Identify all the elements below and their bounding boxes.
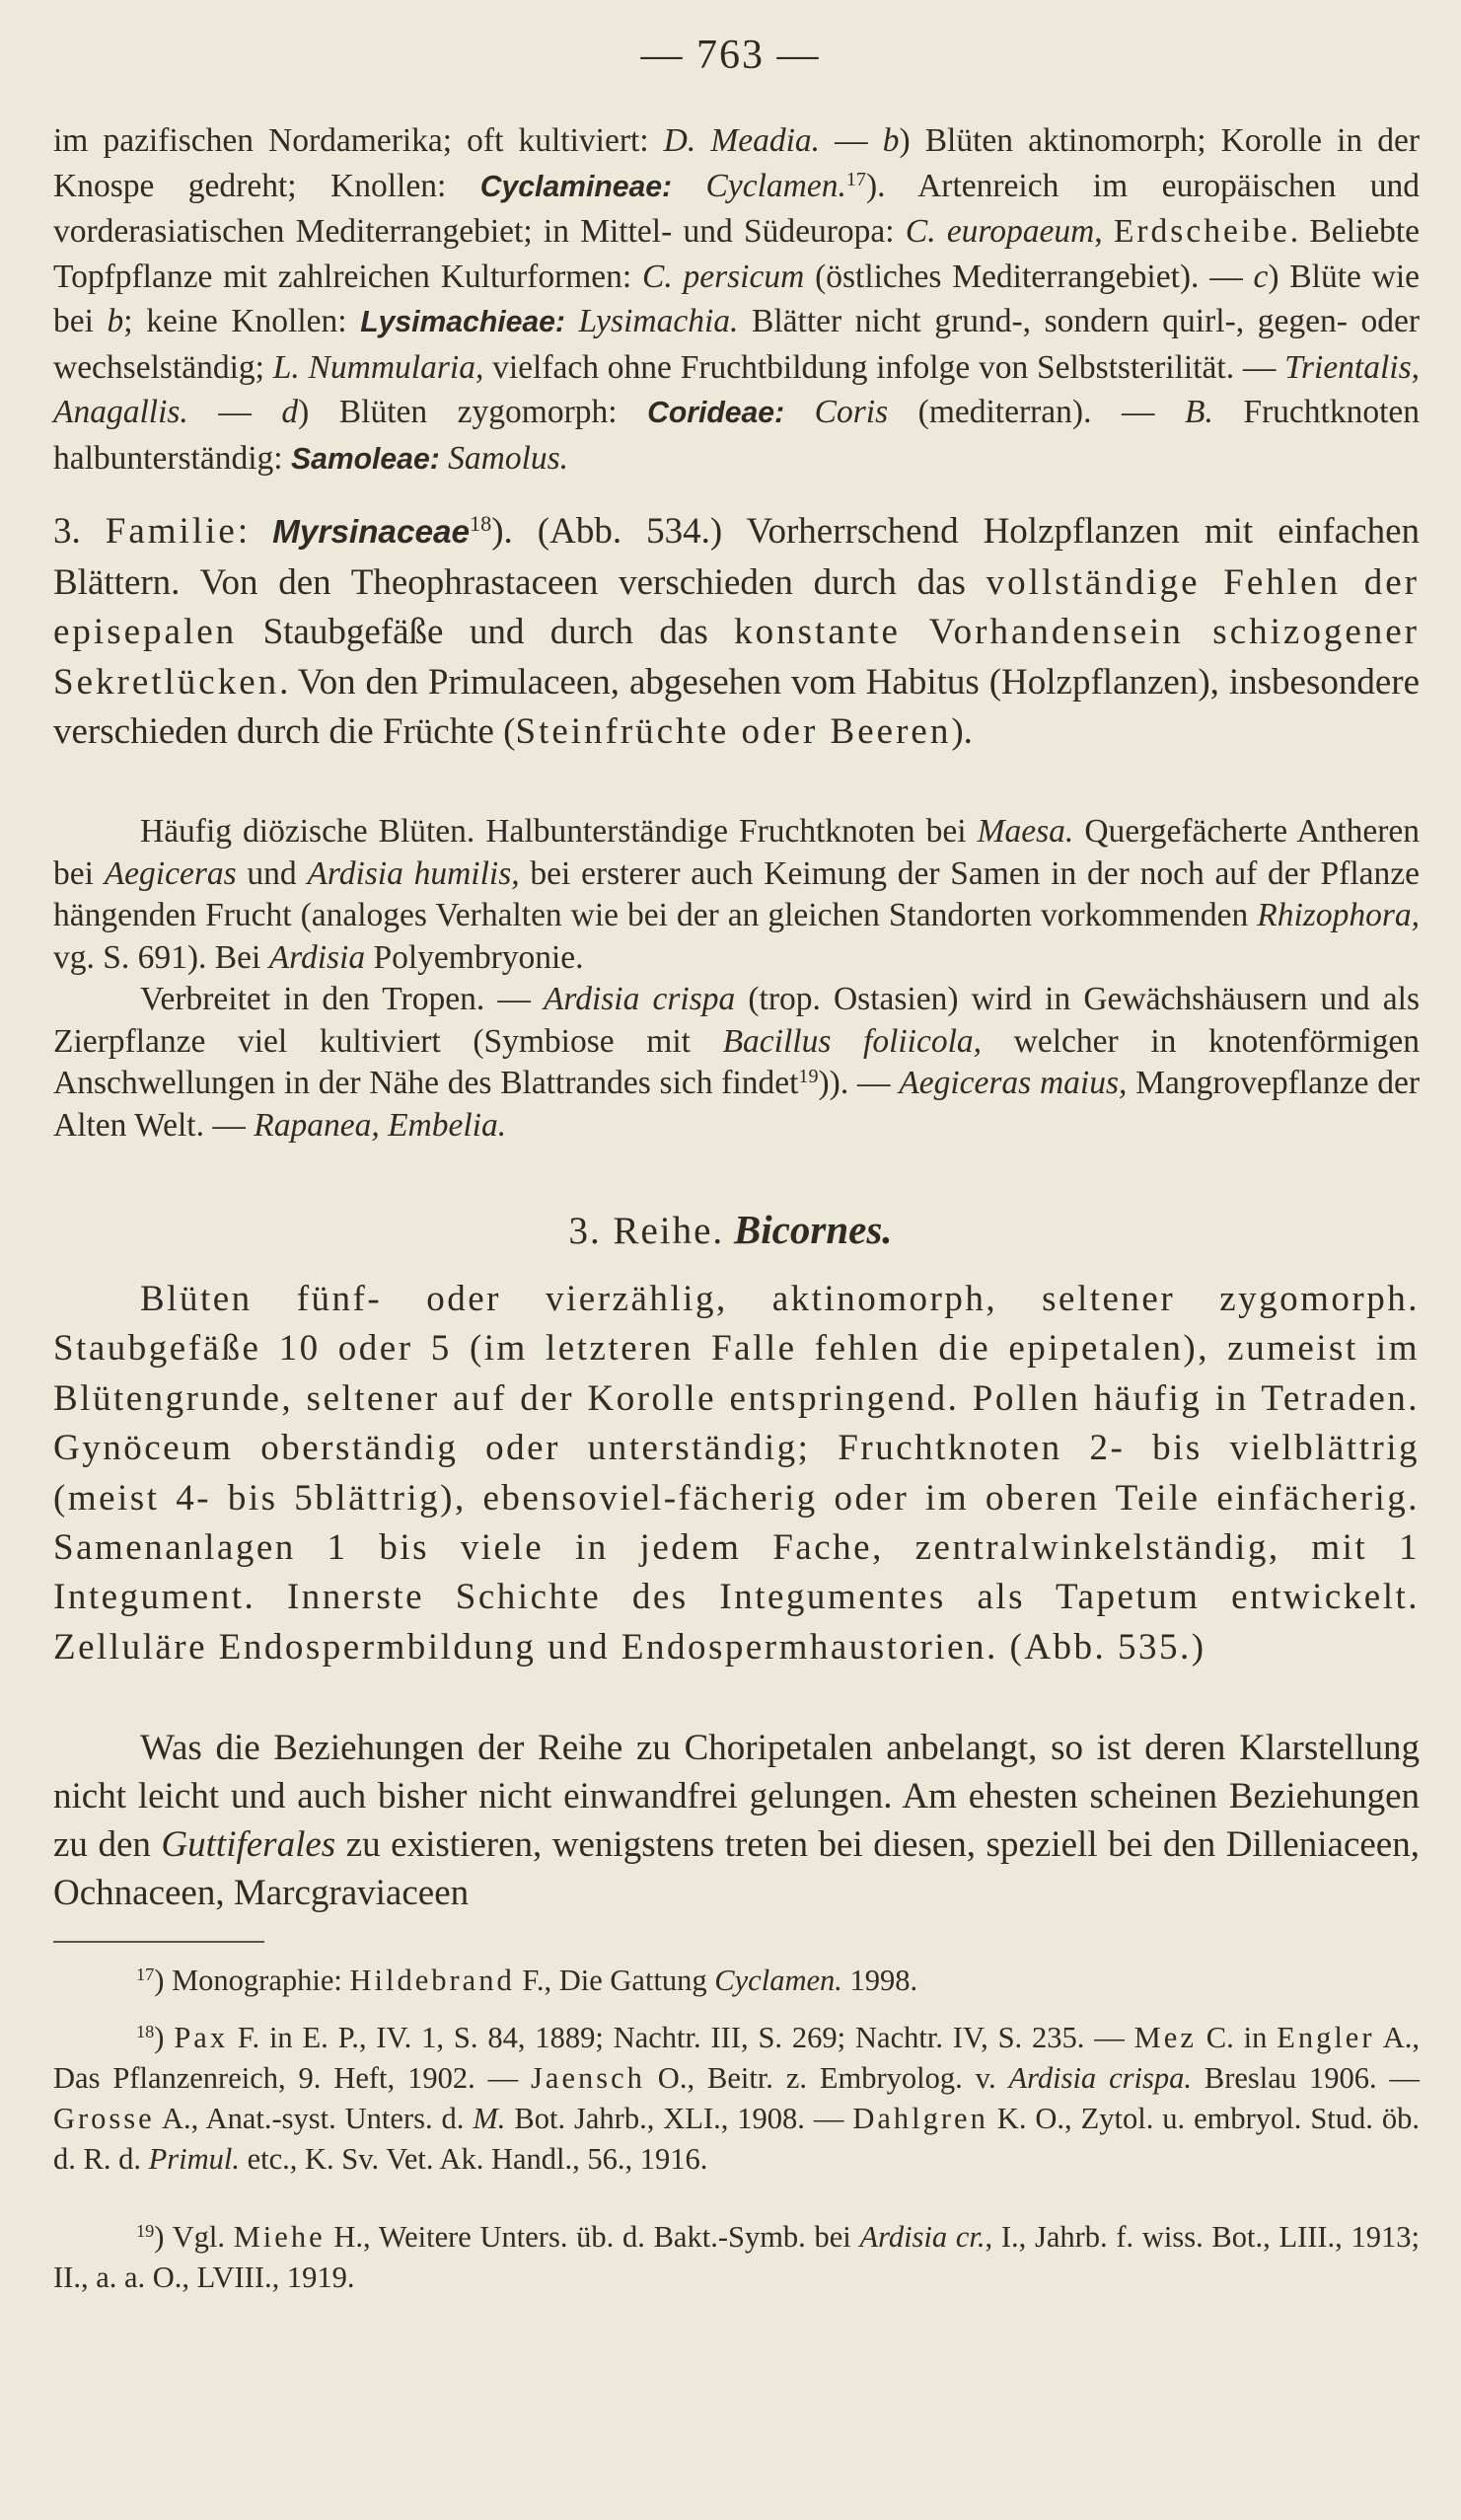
- heading-prefix: 3. Reihe.: [568, 1210, 725, 1252]
- section-heading: [0, 1206, 1461, 1253]
- heading-title: Bicornes.: [733, 1207, 893, 1252]
- paragraph: im pazifischen Nordamerika; oft kultiviert: D. Meadia. — b) Blüten aktinomorph; Korolle in der Knospe gedreht; Knollen: Cyclamineae: Cyclamen.$^{17}$). Artenreich im europäischen und vorderasiatischen Mediterrangebiet; in Mittel- und Südeuropa: C. europaeum, Erdscheibe. Beliebte Topfpflanze mit zahlreichen Kulturformen: C. persicum (östliches Mediterrangebiet). — c) Blüte wie bei b; keine Knollen: Lysimachieae: Lysimachia. Blätter nicht grund-, sondern quirl-, gegen- oder wechselständig; L. Nummularia, vielfach ohne Fruchtbildung infolge von Selbststerilität. — Trientalis, Anagallis. — d) Blüten zygomorph: Corideae: Coris (mediterran). — B. Fruchtknoten halbunterständig: Samoleae: Samolus.: [53, 122, 1421, 477]
- footnote-19: $^{19}$) Vgl. Miehe H., Weitere Unters. üb. d. Bakt.-Symb. bei Ardisia cr., I., Jahrb. f. wiss. Bot., LIII., 1913; II., a. a. O., LVIII., 1919.: [53, 2220, 1420, 2294]
- section-myrsinaceae-intro: [53, 507, 1420, 758]
- paragraph: 3. Familie: Myrsinaceae$^{18}$). (Abb. 534.) Vorherrschend Holzpflanzen mit einfachen Blättern. Von den Theophrastaceen verschieden durch das vollständige Fehlen der episepalen Staubgefäße und durch das konstante Vorhandensein schizogener Sekretlücken. Von den Primulaceen, abgesehen vom Habitus (Holzpflanzen), insbesondere verschieden durch die Früchte (Steinfrüchte oder Beeren).: [53, 510, 1421, 752]
- section-bicornes-characters: [53, 1275, 1420, 1672]
- footnote-18: $^{18}$) Pax F. in E. P., IV. 1, S. 84, 1889; Nachtr. III, S. 269; Nachtr. IV, S. 235. — Mez C. in Engler A., Das Pflanzenreich, 9. Heft, 1902. — Jaensch O., Beitr. z. Embryolog. v. Ardisia crispa. Breslau 1906. — Grosse A., Anat.-syst. Unters. d. M. Bot. Jahrb., XLI., 1908. — Dahlgren K. O., Zytol. u. embryol. Stud. öb. d. R. d. Primul. etc., K. Sv. Vet. Ak. Handl., 56., 1916.: [53, 2021, 1421, 2176]
- paragraph: Blüten fünf- oder vierzählig, aktinomorph, seltener zygomorph. Staubgefäße 10 oder 5 (im letzteren Falle fehlen die epipetalen), zumeist im Blütengrunde, seltener auf der Korolle entspringend. Pollen häufig in Tetraden. Gynöceum oberständig oder unterständig; Fruchtknoten 2- bis vielblättrig (meist 4- bis 5blättrig), ebensoviel-fächerig oder im oberen Teile einfächerig. Samenanlagen 1 bis viele in jedem Fache, zentralwinkelständig, mit 1 Integument. Innerste Schichte des Integumentes als Tapetum entwickelt. Zelluläre Endospermbildung und Endospermhaustorien. (Abb. 535.): [53, 1279, 1420, 1668]
- paragraph: Verbreitet in den Tropen. — Ardisia crispa (trop. Ostasien) wird in Gewächshäusern und als Zierpflanze viel kultiviert (Symbiose mit Bacillus foliicola, welcher in knotenförmigen Anschwellungen in der Nähe des Blattrandes sich findet$^{19}$)). — Aegiceras maius, Mangrovepflanze der Alten Welt. — Rapanea, Embelia.: [53, 981, 1420, 1144]
- section-myrsinaceae-details: [53, 811, 1420, 1147]
- section-bicornes-relations: [53, 1724, 1420, 1917]
- footnote-17: $^{17}$) Monographie: Hildebrand F., Die Gattung Cyclamen. 1998.: [136, 1964, 918, 1997]
- section-primulaceae-continued: [53, 118, 1420, 482]
- paragraph: Was die Beziehungen der Reihe zu Choripetalen anbelangt, so ist deren Klarstellung nicht leicht und auch bisher nicht einwandfrei gelungen. Am ehesten scheinen Beziehungen zu den Guttiferales zu existieren, wenigstens treten bei diesen, speziell bei den Dilleniaceen, Ochnaceen, Marcgraviaceen: [53, 1728, 1420, 1913]
- paragraph: Häufig diözische Blüten. Halbunterständige Fruchtknoten bei Maesa. Quergefächerte Antheren bei Aegiceras und Ardisia humilis, bei ersterer auch Keimung der Samen in der noch auf der Pflanze hängenden Frucht (analoges Verhalten wie bei der an gleichen Standorten vorkommenden Rhizophora, vg. S. 691). Bei Ardisia Polyembryonie.: [53, 813, 1420, 976]
- page-number: — 763 —: [640, 33, 821, 78]
- footnote-divider: [53, 1941, 264, 1943]
